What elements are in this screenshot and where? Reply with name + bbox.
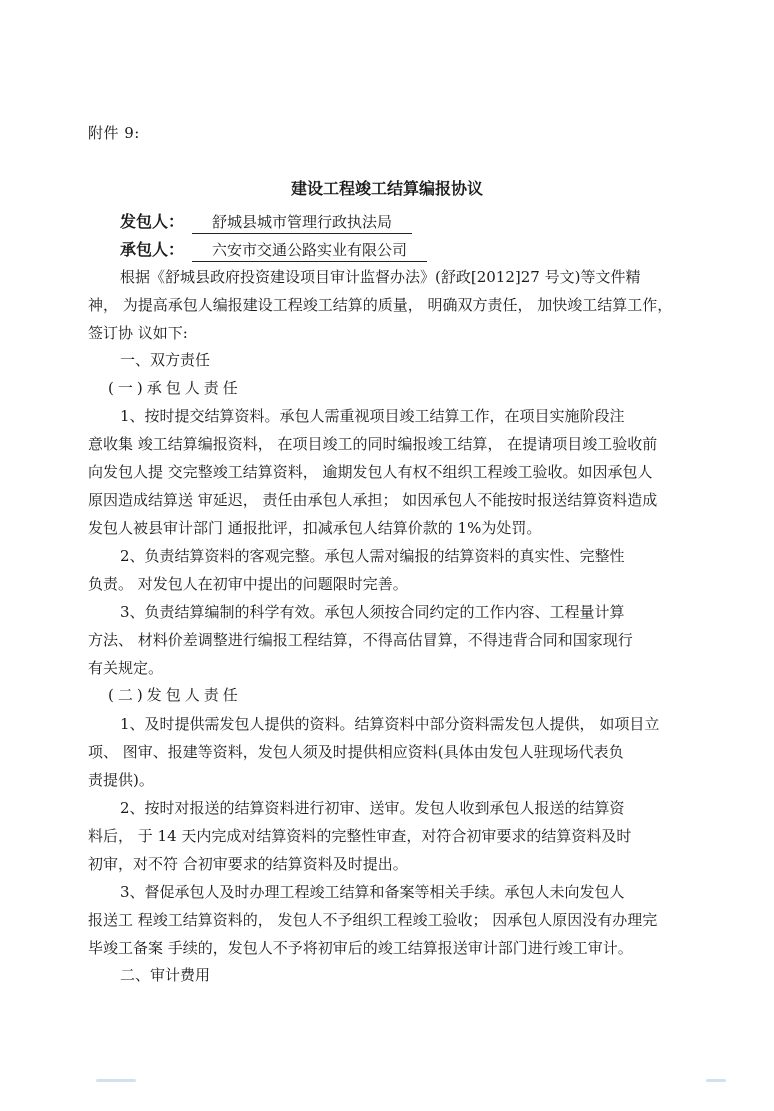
paragraph-line: 报送工 程竣工结算资料的， 发包人不予组织工程竣工验收； 因承包人原因没有办理完 <box>88 911 658 929</box>
issuer-label: 发包人： <box>120 212 185 231</box>
paragraph-line: 负责。 对发包人在初审中提出的问题限时完善。 <box>88 575 408 593</box>
scan-mark <box>706 1079 726 1082</box>
paragraph-line: 料后， 于 14 天内完成对结算资料的完整性审查，对符合初审要求的结算资料及时 <box>88 827 632 845</box>
paragraph-line: 毕竣工备案 手续的，发包人不予将初审后的竣工结算报送审计部门进行竣工审计。 <box>88 939 633 957</box>
paragraph-line: 有关规定。 <box>88 659 164 677</box>
paragraph-line: 初审，对不符 合初审要求的结算资料及时提出。 <box>88 855 408 873</box>
issuer-row <box>120 209 412 234</box>
paragraph-line: 发包人被县审计部门 通报批评，扣减承包人结算价款的 1%为处罚。 <box>88 519 542 537</box>
paragraph-line: 方法、 材料价差调整进行编报工程结算，不得高估冒算，不得违背合同和国家现行 <box>88 631 633 649</box>
paragraph-line: 项、 图审、报建等资料，发包人须及时提供相应资料(具体由发包人驻现场代表负 <box>88 743 624 761</box>
document-title: 建设工程竣工结算编报协议 <box>290 179 483 198</box>
intro-line: 神， 为提高承包人编报建设工程竣工结算的质量， 明确双方责任， 加快竣工结算工作， <box>88 296 673 314</box>
paragraph-line: 向发包人提 交完整竣工结算资料， 逾期发包人有权不组织工程竣工验收。如因承包人 <box>88 463 653 481</box>
issuer-value: 舒城县城市管理行政执法局 <box>192 211 412 234</box>
paragraph-line: 3、督促承包人及时办理工程竣工结算和备案等相关手续。承包人未向发包人 <box>120 883 625 901</box>
subsection-heading: (二)发包人责任 <box>108 686 242 704</box>
paragraph-line: 责提供)。 <box>88 771 154 789</box>
contractor-value: 六安市交通公路实业有限公司 <box>192 239 427 262</box>
subsection-heading: (一)承包人责任 <box>108 379 242 397</box>
contractor-label: 承包人： <box>120 240 185 259</box>
intro-line: 根据《舒城县政府投资建设项目审计监督办法》(舒政[2012]27 号文)等文件精 <box>120 268 641 286</box>
section-heading: 二、审计费用 <box>120 966 211 984</box>
paragraph-line: 意收集 竣工结算编报资料， 在项目竣工的同时编报竣工结算， 在提请项目竣工验收前 <box>88 435 658 453</box>
scan-mark <box>96 1079 136 1082</box>
paragraph-line: 2、负责结算资料的客观完整。承包人需对编报的结算资料的真实性、完整性 <box>120 547 625 565</box>
paragraph-line: 3、负责结算编制的科学有效。承包人须按合同约定的工作内容、工程量计算 <box>120 603 625 621</box>
contractor-row <box>120 237 427 262</box>
intro-line: 签订协 议如下: <box>88 324 188 342</box>
paragraph-line: 1、及时提供需发包人提供的资料。结算资料中部分资料需发包人提供， 如项目立 <box>120 715 660 733</box>
attachment-label: 附件 9: <box>88 124 140 142</box>
section-heading: 一、双方责任 <box>120 351 211 369</box>
paragraph-line: 1、按时提交结算资料。承包人需重视项目竣工结算工作，在项目实施阶段注 <box>120 407 625 425</box>
paragraph-line: 2、按时对报送的结算资料进行初审、送审。发包人收到承包人报送的结算资 <box>120 799 625 817</box>
paragraph-line: 原因造成结算送 审延迟， 责任由承包人承担； 如因承包人不能按时报送结算资料造成 <box>88 491 658 509</box>
